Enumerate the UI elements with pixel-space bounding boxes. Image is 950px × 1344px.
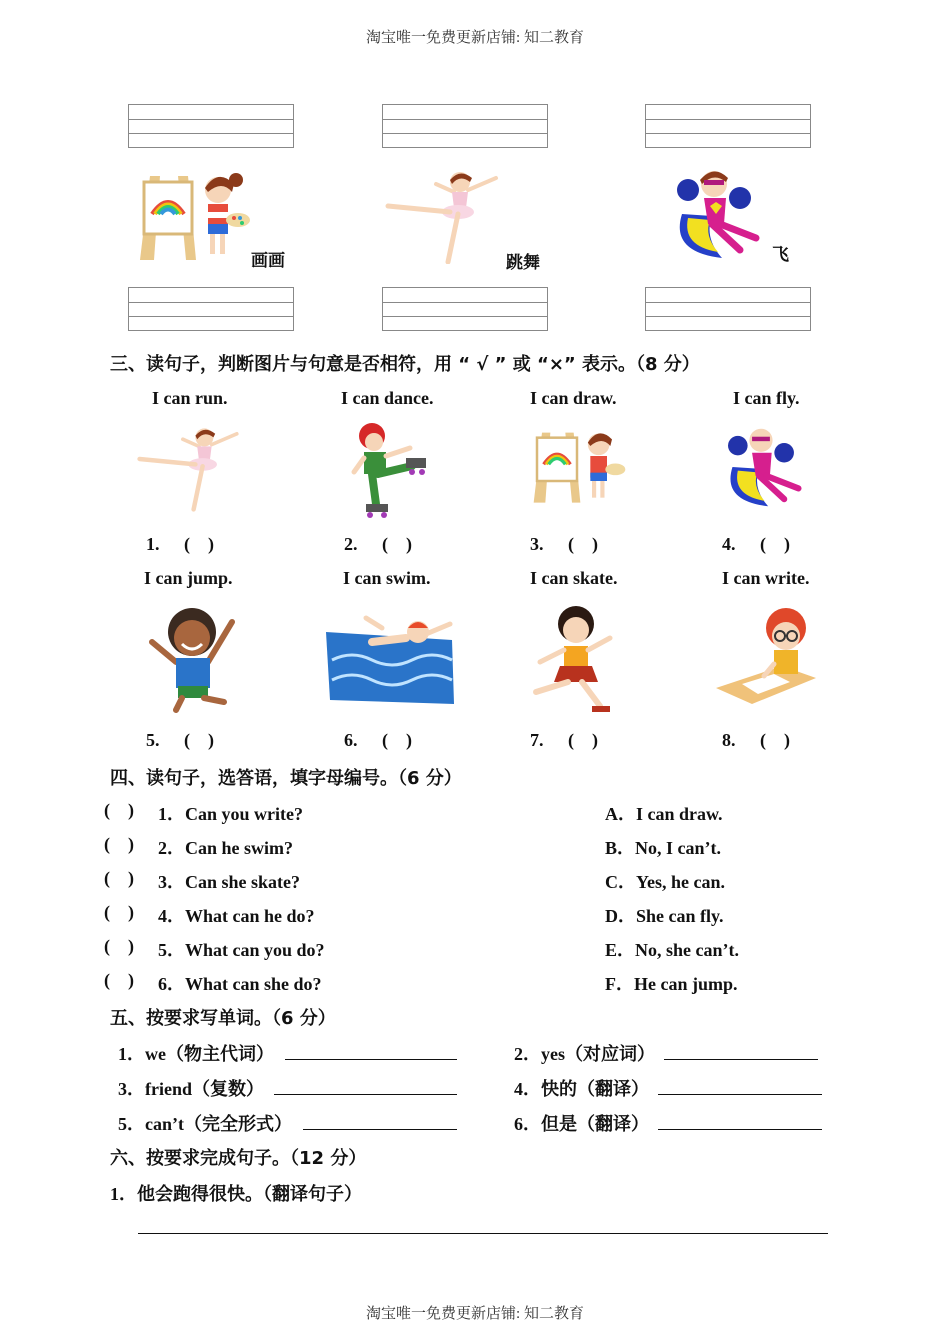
answer-option-c: C．Yes, he can. bbox=[605, 872, 725, 892]
section-five-title: 五、按要求写单词。（6 分） bbox=[110, 1008, 336, 1029]
answer-bracket-3[interactable]: ( ) bbox=[568, 534, 598, 554]
answer-line-4[interactable] bbox=[658, 1094, 822, 1095]
painting-girl-icon bbox=[132, 168, 252, 264]
flying-superhero-icon bbox=[720, 420, 818, 514]
answer-bracket-4[interactable]: ( ) bbox=[760, 534, 790, 554]
match-bracket-2[interactable]: ( ) bbox=[104, 834, 134, 854]
writing-grid[interactable] bbox=[382, 287, 548, 331]
sentence-task-1: 1．他会跑得很快。（翻译句子） bbox=[110, 1184, 362, 1204]
word-task-5: 5．can’t（完全形式） bbox=[118, 1114, 292, 1134]
match-bracket-6[interactable]: ( ) bbox=[104, 970, 134, 990]
match-bracket-3[interactable]: ( ) bbox=[104, 868, 134, 888]
question-5: 5．What can you do? bbox=[158, 940, 325, 960]
sentence-1: I can run. bbox=[152, 388, 228, 408]
caption-draw: 画画 bbox=[251, 251, 285, 271]
caption-dance: 跳舞 bbox=[506, 253, 540, 273]
match-bracket-5[interactable]: ( ) bbox=[104, 936, 134, 956]
answer-line-6[interactable] bbox=[658, 1129, 822, 1130]
match-bracket-4[interactable]: ( ) bbox=[104, 902, 134, 922]
sentence-8: I can write. bbox=[722, 568, 810, 588]
question-1: 1．Can you write? bbox=[158, 804, 303, 824]
word-task-6: 6．但是（翻译） bbox=[514, 1114, 649, 1134]
question-3: 3．Can she skate? bbox=[158, 872, 301, 892]
swimmer-icon bbox=[322, 604, 456, 710]
answer-line-5[interactable] bbox=[303, 1129, 457, 1130]
writing-boy-icon bbox=[712, 604, 820, 708]
word-task-2: 2．yes（对应词） bbox=[514, 1044, 655, 1064]
sentence-2: I can dance. bbox=[341, 388, 434, 408]
answer-bracket-5[interactable]: ( ) bbox=[184, 730, 214, 750]
painting-girl-icon bbox=[527, 420, 627, 512]
ballet-dancer-icon bbox=[384, 168, 504, 264]
answer-line-2[interactable] bbox=[664, 1059, 818, 1060]
answer-line-1[interactable] bbox=[285, 1059, 457, 1060]
answer-option-f: F．He can jump. bbox=[605, 974, 738, 994]
section-six-title: 六、按要求完成句子。（12 分） bbox=[110, 1148, 367, 1169]
answer-line-3[interactable] bbox=[274, 1094, 457, 1095]
item-number-4: 4. bbox=[722, 534, 736, 554]
word-task-3: 3．friend（复数） bbox=[118, 1079, 264, 1099]
writing-grid[interactable] bbox=[645, 287, 811, 331]
page-header: 淘宝唯一免费更新店铺: 知二教育 bbox=[366, 30, 584, 46]
writing-grid[interactable] bbox=[128, 287, 294, 331]
page-footer: 淘宝唯一免费更新店铺: 知二教育 bbox=[366, 1306, 584, 1322]
sentence-7: I can skate. bbox=[530, 568, 618, 588]
ballet-dancer-icon bbox=[136, 420, 244, 516]
writing-grid[interactable] bbox=[382, 104, 548, 148]
sentence-6: I can swim. bbox=[343, 568, 431, 588]
answer-bracket-1[interactable]: ( ) bbox=[184, 534, 214, 554]
match-bracket-1[interactable]: ( ) bbox=[104, 800, 134, 820]
item-number-3: 3. bbox=[530, 534, 544, 554]
flying-superhero-icon bbox=[668, 166, 778, 262]
item-number-2: 2. bbox=[344, 534, 358, 554]
item-number-6: 6. bbox=[344, 730, 358, 750]
caption-fly: 飞 bbox=[772, 245, 789, 265]
question-2: 2．Can he swim? bbox=[158, 838, 294, 858]
item-number-1: 1. bbox=[146, 534, 160, 554]
answer-option-a: A．I can draw. bbox=[605, 804, 723, 824]
answer-bracket-2[interactable]: ( ) bbox=[382, 534, 412, 554]
sentence-5: I can jump. bbox=[144, 568, 233, 588]
roller-skater-icon bbox=[350, 420, 434, 518]
word-task-1: 1．we（物主代词） bbox=[118, 1044, 274, 1064]
running-girl-icon bbox=[526, 602, 628, 714]
sentence-4: I can fly. bbox=[733, 388, 800, 408]
word-task-4: 4．快的（翻译） bbox=[514, 1079, 649, 1099]
writing-grid[interactable] bbox=[128, 104, 294, 148]
question-4: 4．What can he do? bbox=[158, 906, 315, 926]
item-number-7: 7. bbox=[530, 730, 544, 750]
item-number-8: 8. bbox=[722, 730, 736, 750]
answer-bracket-6[interactable]: ( ) bbox=[382, 730, 412, 750]
jumping-boy-icon bbox=[148, 602, 240, 714]
section-three-title: 三、读句子，判断图片与句意是否相符，用 “ √ ” 或 “×” 表示。（8 分） bbox=[110, 354, 700, 375]
sentence-3: I can draw. bbox=[530, 388, 617, 408]
answer-option-d: D．She can fly. bbox=[605, 906, 724, 926]
answer-bracket-7[interactable]: ( ) bbox=[568, 730, 598, 750]
answer-option-e: E．No, she can’t. bbox=[605, 940, 739, 960]
answer-line-sentence-1[interactable] bbox=[138, 1233, 828, 1234]
writing-grid[interactable] bbox=[645, 104, 811, 148]
item-number-5: 5. bbox=[146, 730, 160, 750]
question-6: 6．What can she do? bbox=[158, 974, 322, 994]
answer-bracket-8[interactable]: ( ) bbox=[760, 730, 790, 750]
answer-option-b: B．No, I can’t. bbox=[605, 838, 721, 858]
section-four-title: 四、读句子，选答语，填字母编号。（6 分） bbox=[110, 768, 462, 789]
